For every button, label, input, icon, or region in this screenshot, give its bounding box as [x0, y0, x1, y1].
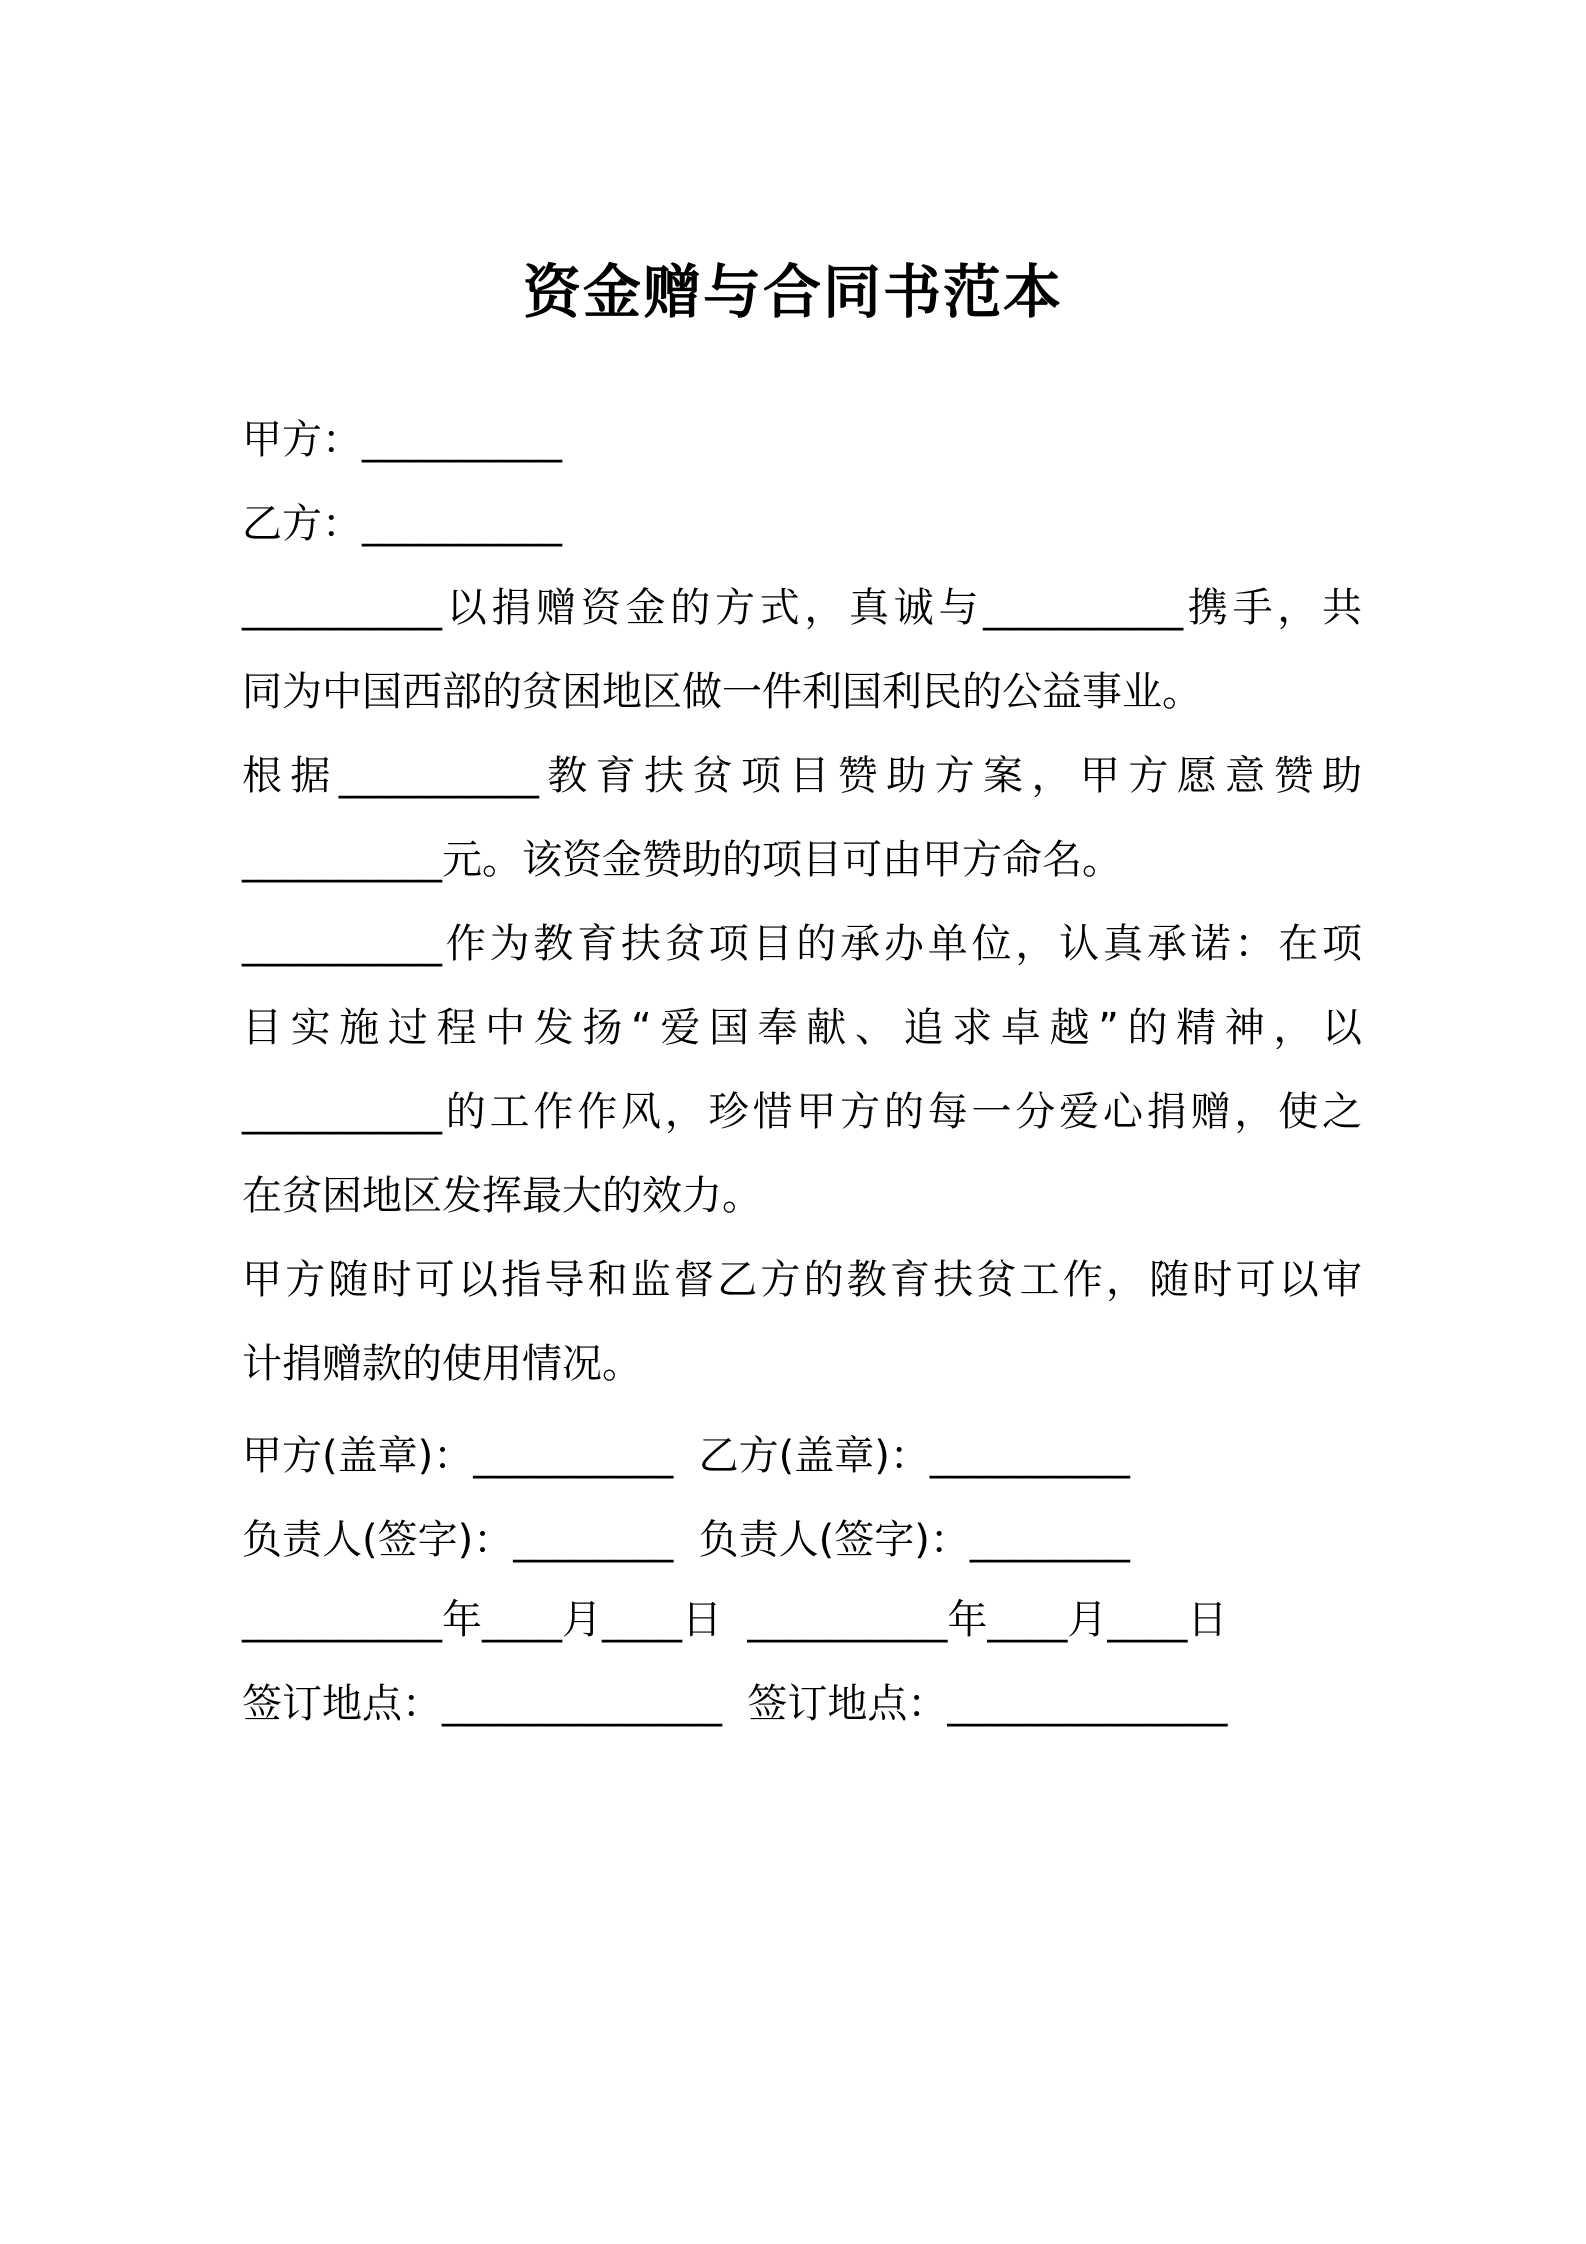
seal-line: 甲方(盖章)：__________ 乙方(盖章)：__________: [242, 1433, 1130, 1479]
paragraph-line: 同为中国西部的贫困地区做一件利国利民的公益事业。: [242, 669, 1202, 715]
paragraph-line: 甲方随时可以指导和监督乙方的教育扶贫工作，随时可以审: [242, 1257, 1362, 1303]
party-a-line: 甲方：__________: [242, 417, 562, 463]
paragraph-line: 根据__________教育扶贫项目赞助方案，甲方愿意赞助: [242, 753, 1362, 799]
paragraph-line: __________的工作作风，珍惜甲方的每一分爱心捐赠，使之: [242, 1089, 1362, 1135]
date-line: __________年____月____日 __________年____月____日: [242, 1597, 1228, 1643]
paragraph-line: __________元。该资金赞助的项目可由甲方命名。: [242, 837, 1122, 883]
paragraph-line: __________以捐赠资金的方式，真诚与__________携手，共: [242, 585, 1362, 631]
location-line: 签订地点：______________ 签订地点：______________: [242, 1681, 1228, 1727]
paragraph-line: 目实施过程中发扬“爱国奉献、追求卓越”的精神，以: [242, 1005, 1362, 1051]
party-b-line: 乙方：__________: [242, 501, 562, 547]
signature-line: 负责人(签字)：________ 负责人(签字)：________: [242, 1517, 1130, 1563]
paragraph-line: 在贫困地区发挥最大的效力。: [242, 1173, 762, 1219]
paragraph-line: 计捐赠款的使用情况。: [242, 1341, 642, 1387]
paragraph-line: __________作为教育扶贫项目的承办单位，认真承诺：在项: [242, 921, 1362, 967]
document-title: 资金赠与合同书范本: [522, 258, 1063, 326]
